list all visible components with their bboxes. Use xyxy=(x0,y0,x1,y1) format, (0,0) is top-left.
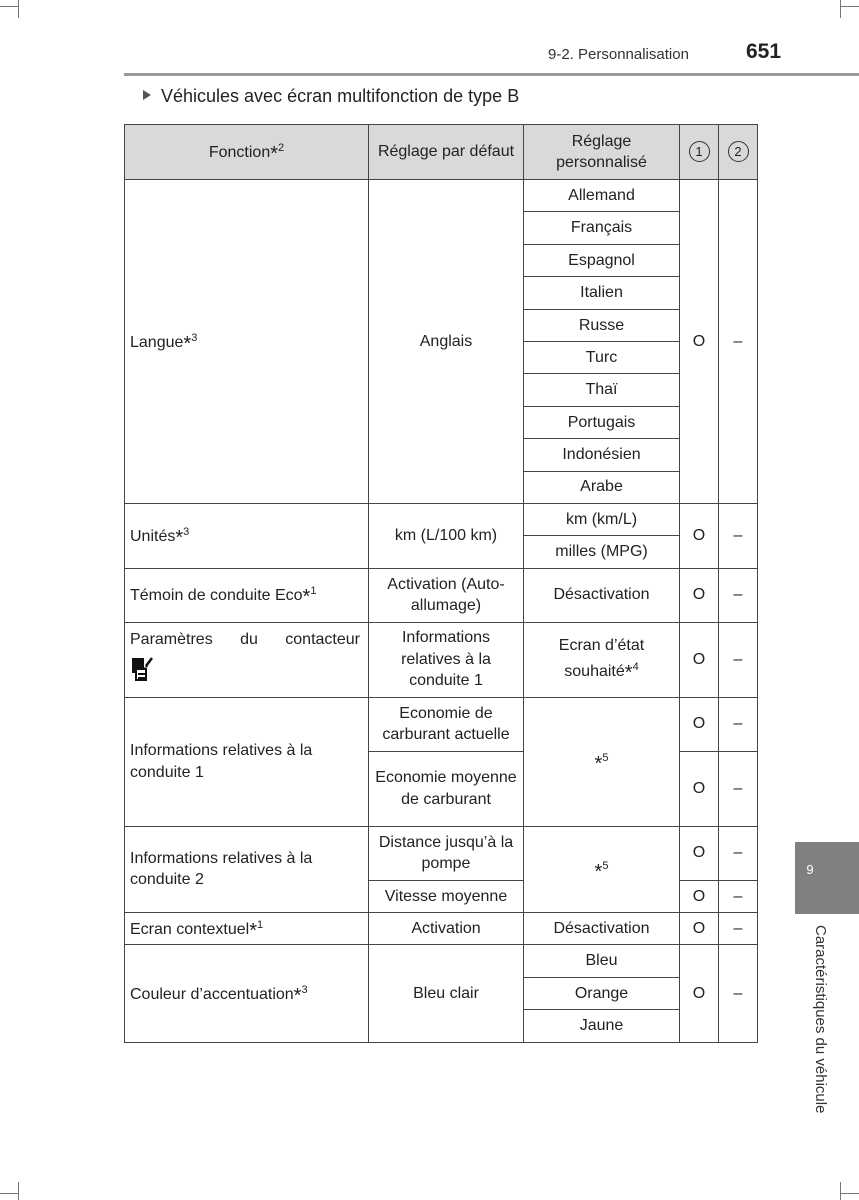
display-switch-icon xyxy=(130,656,364,689)
langue-option: Français xyxy=(524,212,680,244)
couleur-c2: – xyxy=(719,945,758,1042)
parametres-c1: O xyxy=(680,622,719,697)
parametres-custom: Ecran d’état souhaité*$^4$ xyxy=(524,622,680,697)
header-col1 xyxy=(680,125,719,180)
subtitle-text: Véhicules avec écran multifonction de type B xyxy=(161,86,520,106)
parametres-label xyxy=(125,622,369,697)
header-rule xyxy=(124,73,859,76)
table-row xyxy=(125,913,758,945)
langue-option: Thaï xyxy=(524,374,680,406)
chapter-title: Caractéristiques du véhicule xyxy=(812,925,829,1114)
info1-label: Informations relatives à la conduite 1 xyxy=(125,697,369,826)
langue-default: Anglais xyxy=(369,180,524,504)
circled-two: 2 xyxy=(728,141,749,162)
table-row xyxy=(125,622,758,697)
unites-option: milles (MPG) xyxy=(524,536,680,568)
info2-c1: O xyxy=(680,826,719,880)
couleur-option: Bleu xyxy=(524,945,680,977)
header-default: Réglage par défaut xyxy=(369,125,524,180)
header-section-title: 9-2. Personnalisation xyxy=(548,46,689,63)
info1-c1: O xyxy=(680,697,719,751)
header-col2 xyxy=(719,125,758,180)
info2-c2: – xyxy=(719,880,758,912)
unites-c2: – xyxy=(719,503,758,568)
settings-table xyxy=(124,124,758,1043)
unites-label: Unités*$^3$ xyxy=(125,503,369,568)
parametres-word: Paramètres xyxy=(130,630,213,648)
langue-option: Russe xyxy=(524,309,680,341)
couleur-label: Couleur d’accentuation*$^3$ xyxy=(125,945,369,1042)
header-function: Fonction*$^2$ xyxy=(125,125,369,180)
langue-option: Italien xyxy=(524,277,680,309)
info2-default: Distance jusqu’à la pompe xyxy=(369,826,524,880)
info2-c1: O xyxy=(680,880,719,912)
langue-option: Turc xyxy=(524,341,680,373)
ecran-c2: – xyxy=(719,913,758,945)
unites-c1: O xyxy=(680,503,719,568)
langue-option: Indonésien xyxy=(524,439,680,471)
page-number: 651 xyxy=(746,40,782,63)
parametres-word: contacteur xyxy=(285,630,360,648)
info1-c1: O xyxy=(680,751,719,826)
temoin-default: Activation (Auto-allumage) xyxy=(369,568,524,622)
temoin-c2: – xyxy=(719,568,758,622)
langue-label: Langue*$^3$ xyxy=(125,180,369,504)
header-custom: Réglage personnalisé xyxy=(524,125,680,180)
section-subtitle xyxy=(143,86,519,107)
parametres-default: Informations relatives à la conduite 1 xyxy=(369,622,524,697)
langue-option: Allemand xyxy=(524,180,680,212)
chapter-number: 9 xyxy=(806,862,814,877)
couleur-c1: O xyxy=(680,945,719,1042)
couleur-option: Jaune xyxy=(524,1010,680,1042)
langue-c1: O xyxy=(680,180,719,504)
table-header-row xyxy=(125,125,758,180)
couleur-default: Bleu clair xyxy=(369,945,524,1042)
ecran-custom: Désactivation xyxy=(524,913,680,945)
info2-c2: – xyxy=(719,826,758,880)
triangle-bullet-icon xyxy=(143,90,151,100)
temoin-c1: O xyxy=(680,568,719,622)
info2-custom: *$^5$ xyxy=(524,826,680,912)
table-row xyxy=(125,945,758,977)
info1-default: Economie de carburant actuelle xyxy=(369,697,524,751)
unites-option: km (km/L) xyxy=(524,503,680,535)
langue-option: Arabe xyxy=(524,471,680,503)
langue-option: Portugais xyxy=(524,406,680,438)
table-row xyxy=(125,826,758,880)
info1-c2: – xyxy=(719,697,758,751)
couleur-option: Orange xyxy=(524,977,680,1009)
table-row xyxy=(125,503,758,535)
info2-label: Informations relatives à la conduite 2 xyxy=(125,826,369,912)
parametres-c2: – xyxy=(719,622,758,697)
chapter-tab xyxy=(795,842,859,914)
langue-option: Espagnol xyxy=(524,244,680,276)
info1-custom: *$^5$ xyxy=(524,697,680,826)
langue-c2: – xyxy=(719,180,758,504)
ecran-c1: O xyxy=(680,913,719,945)
table-row xyxy=(125,568,758,622)
ecran-default: Activation xyxy=(369,913,524,945)
parametres-word: du xyxy=(240,630,258,648)
unites-default: km (L/100 km) xyxy=(369,503,524,568)
table-row xyxy=(125,697,758,751)
temoin-label: Témoin de conduite Eco*$^1$ xyxy=(125,568,369,622)
table-row xyxy=(125,180,758,212)
circled-one: 1 xyxy=(689,141,710,162)
info2-default: Vitesse moyenne xyxy=(369,880,524,912)
temoin-custom: Désactivation xyxy=(524,568,680,622)
ecran-label: Ecran contextuel*$^1$ xyxy=(125,913,369,945)
info1-default: Economie moyenne de carburant xyxy=(369,751,524,826)
info1-c2: – xyxy=(719,751,758,826)
